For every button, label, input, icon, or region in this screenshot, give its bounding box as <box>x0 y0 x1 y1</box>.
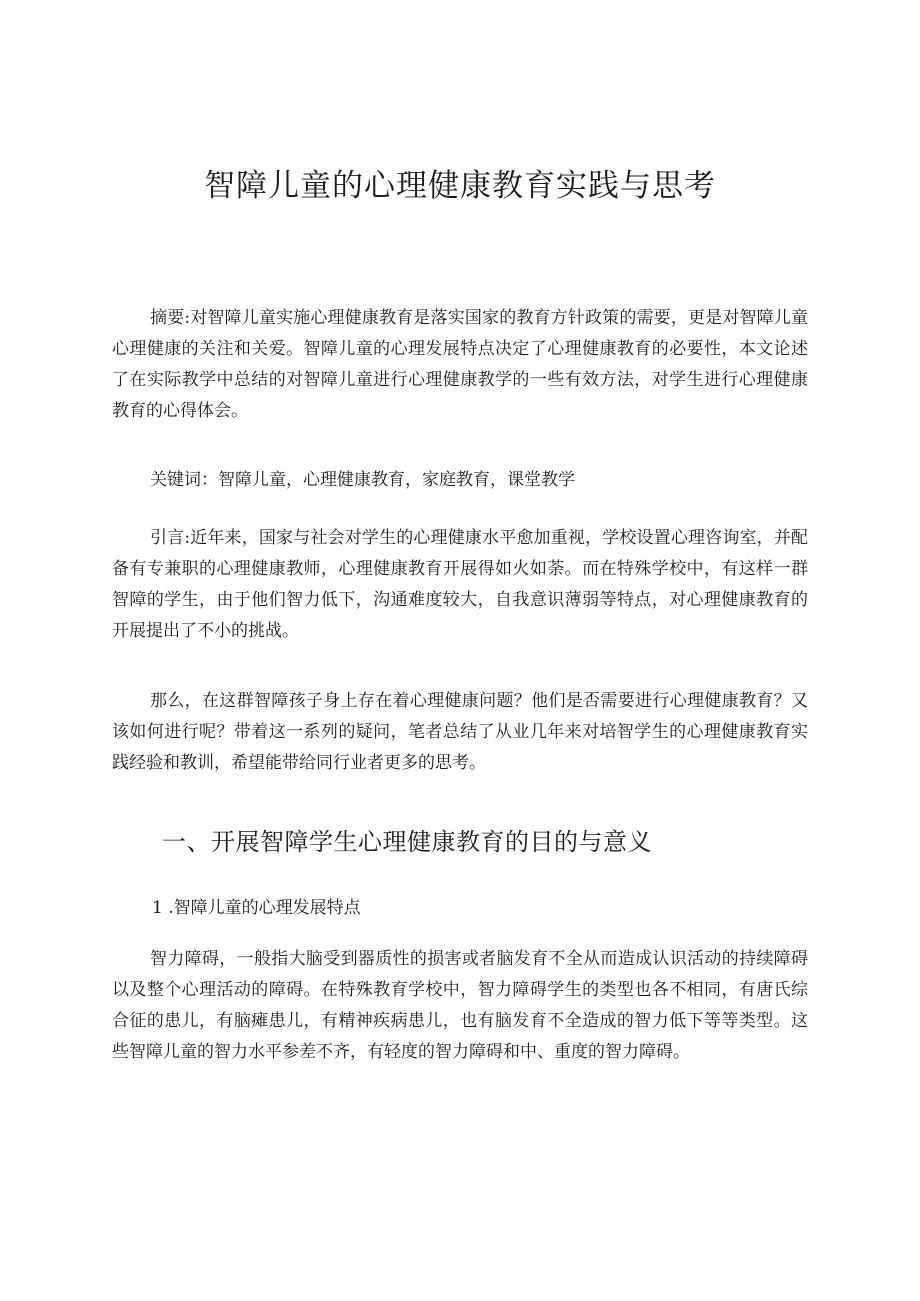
document-title: 智障儿童的心理健康教育实践与思考 <box>204 168 716 204</box>
keywords-line: 关键词：智障儿童，心理健康教育，家庭教育，课堂教学 <box>150 470 575 490</box>
abstract-paragraph: 摘要:对智障儿童实施心理健康教育是落实国家的教育方针政策的需要，更是对智障儿童心理健康的关注和关爱。智障儿童的心理发展特点决定了心理健康教育的必要性，本文论述了在实际教学中总结的对智障儿童进行心理健康教学的一些有效方法，对学生进行心理健康教育的心得体会。 <box>112 308 808 421</box>
introduction-paragraph: 引言:近年来，国家与社会对学生的心理健康水平愈加重视，学校设置心理咨询室，并配备有专兼职的心理健康教师，心理健康教育开展得如火如荼。而在特殊学校中，有这样一群智障的学生，由于他们智力低下，沟通难度较大，自我意识薄弱等特点，对心理健康教育的开展提出了不小的挑战。 <box>112 528 808 641</box>
subsection-heading: 1 .智障儿童的心理发展特点 <box>152 898 361 918</box>
body-paragraph: 那么，在这群智障孩子身上存在着心理健康问题？他们是否需要进行心理健康教育？又该如何进行呢？带着这一系列的疑问，笔者总结了从业几年来对培智学生的心理健康教育实践经验和教训，希望能带给同行业者更多的思考。 <box>112 691 808 773</box>
body-paragraph: 智力障碍，一般指大脑受到器质性的损害或者脑发育不全从而造成认识活动的持续障碍以及整个心理活动的障碍。在特殊教育学校中，智力障碍学生的类型也各不相同，有唐氏综合征的患儿，有脑瘫患儿，有精神疾病患儿，也有脑发育不全造成的智力低下等等类型。这些智障儿童的智力水平参差不齐，有轻度的智力障碍和中、重度的智力障碍。 <box>112 949 808 1062</box>
section-heading: 一、开展智障学生心理健康教育的目的与意义 <box>162 828 652 856</box>
